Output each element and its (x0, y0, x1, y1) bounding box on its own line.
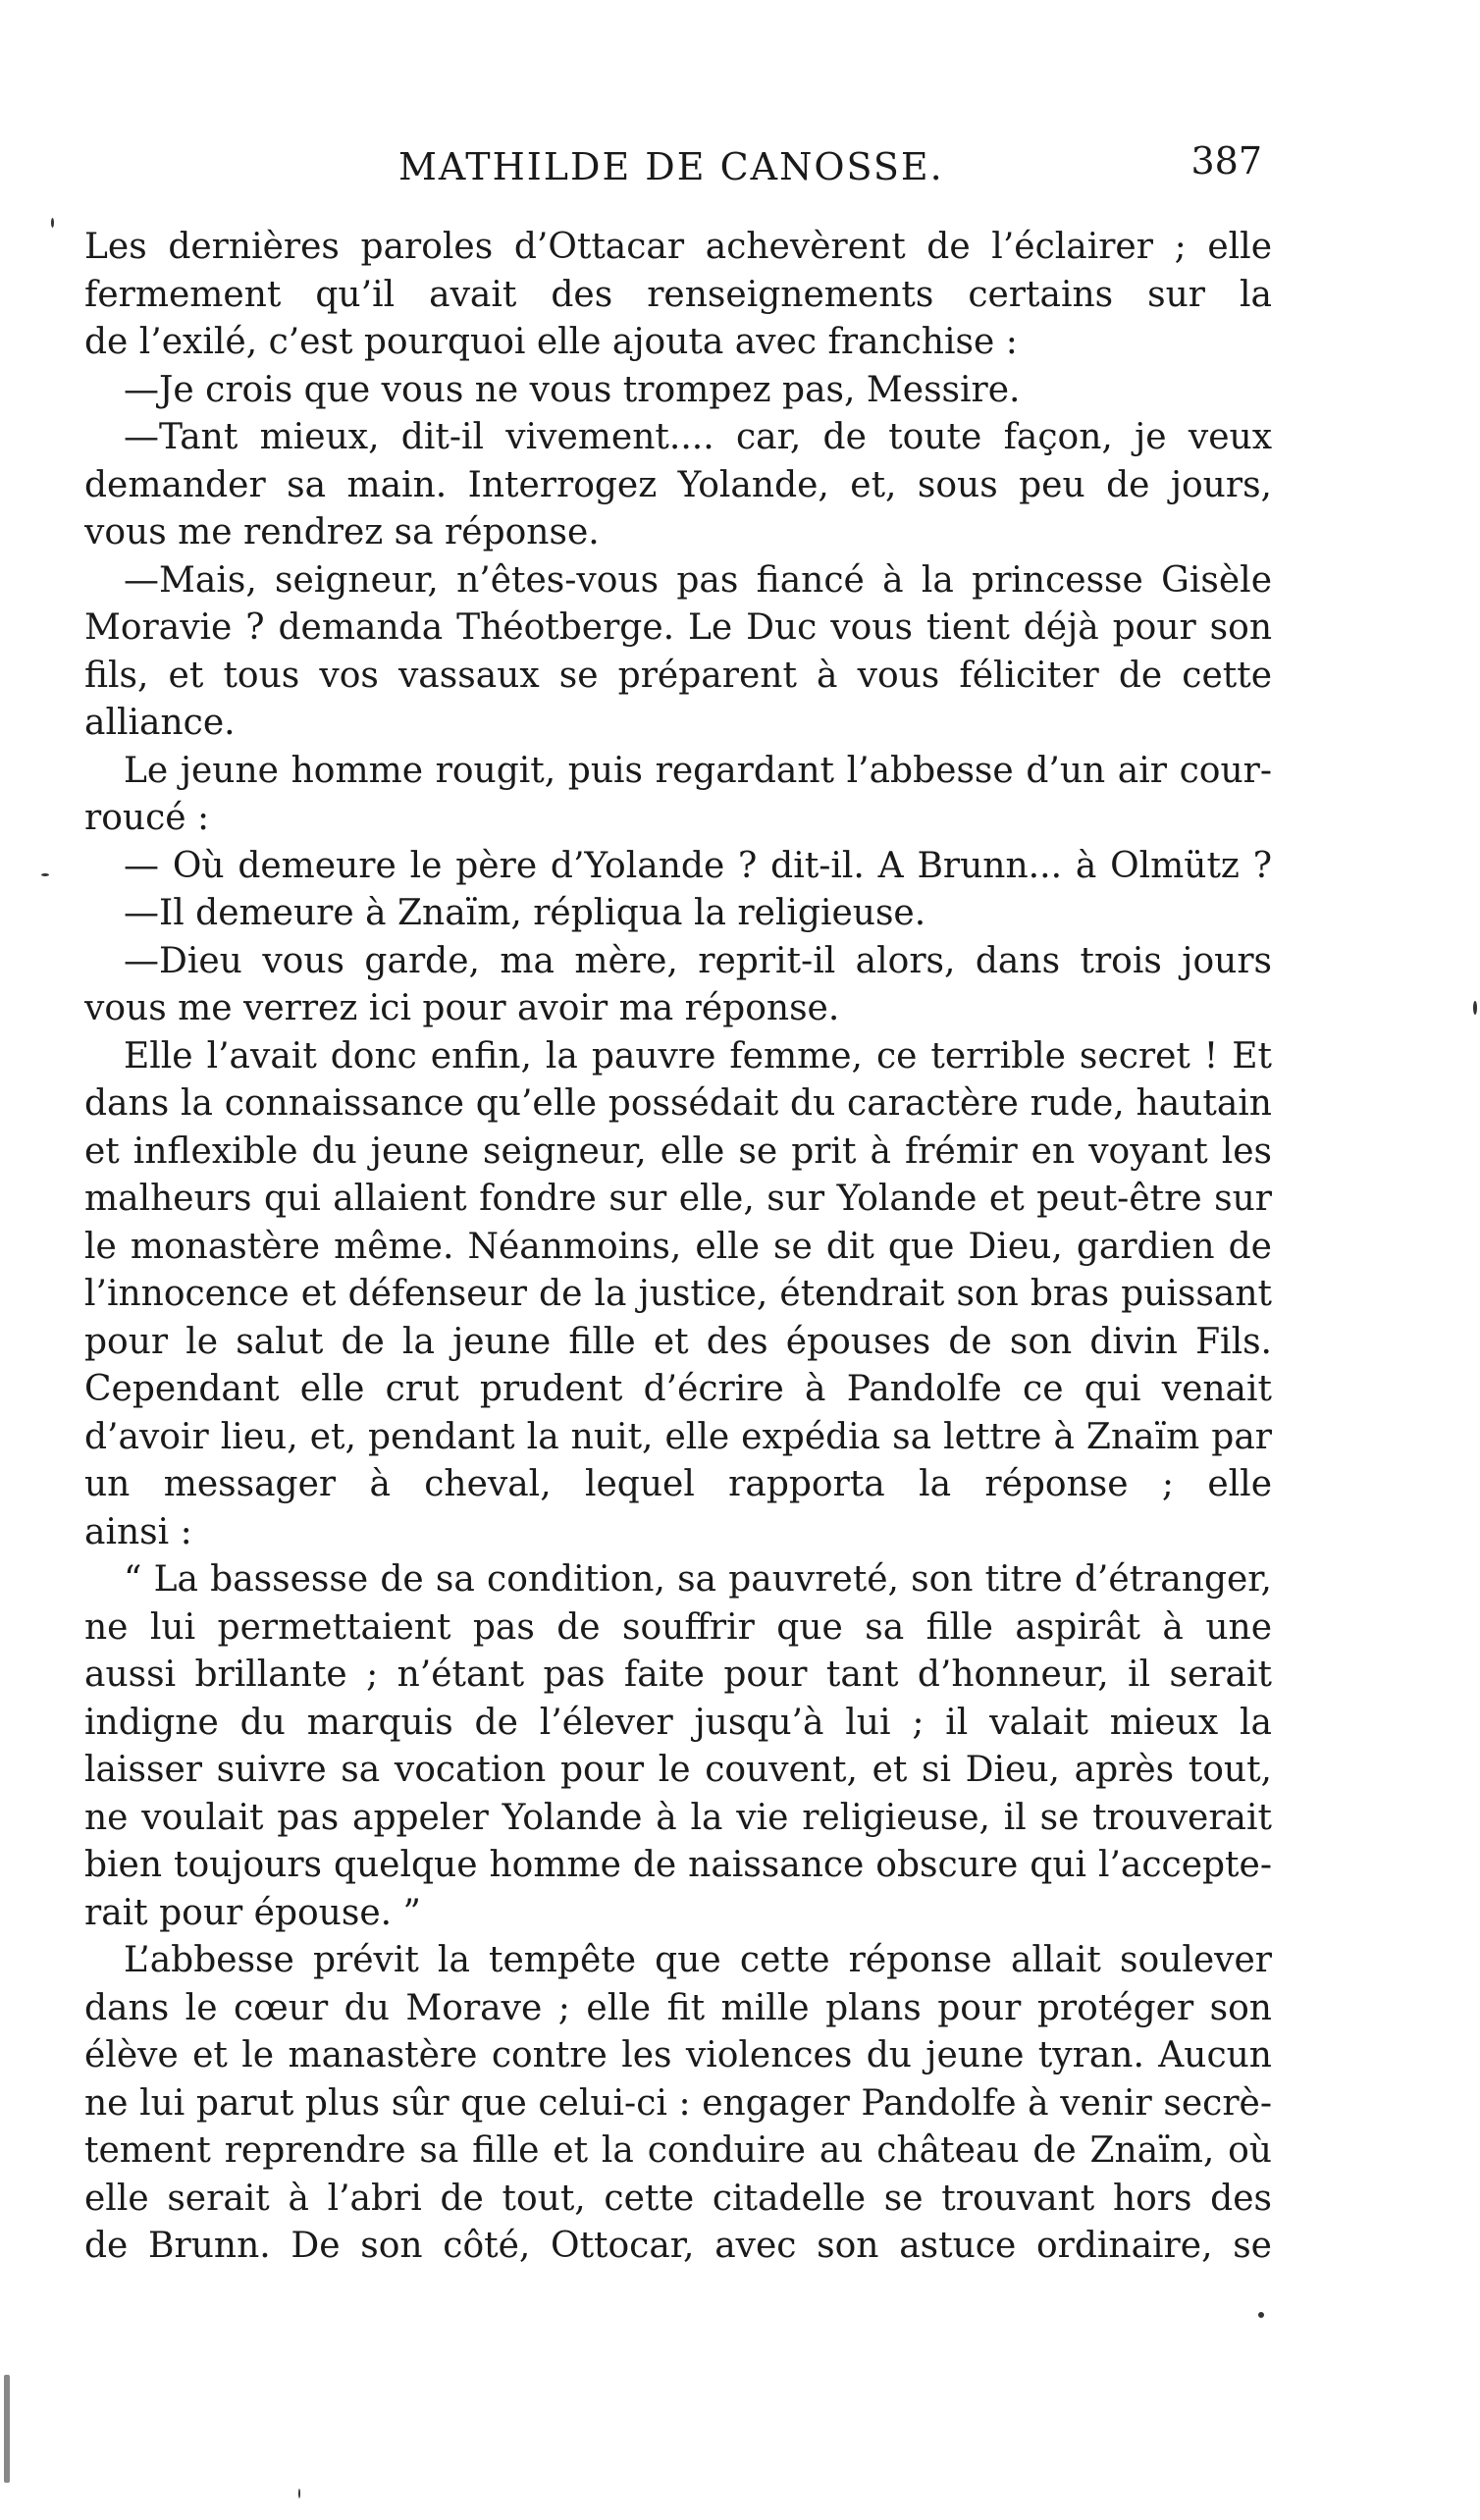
text-line: fermement qu’il avait des renseignements certains sur la (84, 274, 1272, 315)
text-line: vous me verrez ici pour avoir ma réponse. (84, 988, 840, 1028)
text-line: le monastère même. Néanmoins, elle se dit que Dieu, gardien de (84, 1226, 1272, 1267)
text-line: l’innocence et défenseur de la justice, étendrait son bras puissant (84, 1274, 1272, 1314)
text-line: vous me rendrez sa réponse. (84, 512, 600, 552)
text-line: de l’exilé, c’est pourquoi elle ajouta avec franchise : (84, 322, 1018, 362)
text-line: aussi brillante ; n’étant pas faite pour tant d’honneur, il serait (84, 1654, 1272, 1695)
text-line: tement reprendre sa fille et la conduire au château de Znaïm, où (84, 2130, 1272, 2171)
text-line: d’avoir lieu, et, pendant la nuit, elle expédia sa lettre à Znaïm par (84, 1416, 1272, 1457)
text-line: Cependant elle crut prudent d’écrire à Pandolfe ce qui venait (84, 1369, 1272, 1409)
text-line: Le jeune homme rougit, puis regardant l’abbesse d’un air cour- (124, 750, 1272, 791)
text-line: dans la connaissance qu’elle possédait du caractère rude, hautain (84, 1083, 1272, 1124)
page-header (84, 139, 1262, 204)
running-title: MATHILDE DE CANOSSE. (398, 145, 944, 188)
speck (1473, 1001, 1477, 1015)
text-line: ne lui parut plus sûr que celui-ci : engager Pandolfe à venir secrè- (84, 2082, 1272, 2124)
text-line: ne voulait pas appeler Yolande à la vie religieuse, il se trouverait (84, 1797, 1272, 1838)
text-line: fils, et tous vos vassaux se préparent à vous féliciter de cette (84, 655, 1272, 696)
text-line: —Mais, seigneur, n’êtes-vous pas fiancé à la princesse Gisèle (124, 559, 1272, 601)
text-line: dans le cœur du Morave ; elle fit mille plans pour protéger son (84, 1987, 1272, 2028)
text-line: — Où demeure le père d’Yolande ? dit-il. A Brunn... à Olmütz ? (124, 845, 1272, 886)
text-line: “ La bassesse de sa condition, sa pauvreté, son titre d’étranger, (124, 1559, 1272, 1600)
text-line: rait pour épouse. ” (84, 1892, 421, 1933)
text-line: —Tant mieux, dit-il vivement.... car, de toute façon, je veux (124, 417, 1272, 457)
text-line: elle serait à l’abri de tout, cette citadelle se trouvant hors des (84, 2178, 1272, 2219)
text-line: Les dernières paroles d’Ottacar achevèrent de l’éclairer ; elle (84, 227, 1272, 267)
text-line: un messager à cheval, lequel rapporta la réponse ; elle (84, 1464, 1272, 1504)
text-line: —Il demeure à Znaïm, répliqua la religieuse. (124, 893, 926, 933)
text-line: Moravie ? demanda Théotberge. Le Duc vous tient déjà pour son (84, 607, 1272, 648)
text-line: de Brunn. De son côté, Ottocar, avec son astuce ordinaire, se (84, 2226, 1272, 2266)
body-text (84, 224, 1272, 2271)
speck (51, 218, 54, 228)
speck (41, 873, 49, 876)
speck (4, 2375, 10, 2483)
speck (1258, 2312, 1264, 2318)
text-line: L’abbesse prévit la tempête que cette réponse allait soulever (124, 1940, 1272, 1980)
text-line: alliance. (84, 703, 236, 743)
text-line: bien toujours quelque homme de naissance obscure qui l’accepte- (84, 1845, 1272, 1885)
text-line: laisser suivre sa vocation pour le couvent, et si Dieu, après tout, (84, 1750, 1272, 1790)
text-line: Elle l’avait donc enfin, la pauvre femme, ce terrible secret ! Et (124, 1035, 1272, 1076)
text-line: demander sa main. Interrogez Yolande, et, sous peu de jours, (84, 464, 1272, 505)
speck (298, 2489, 300, 2498)
text-line: —Je crois que vous ne vous trompez pas, Messire. (124, 369, 1021, 410)
text-line: indigne du marquis de l’élever jusqu’à lui ; il valait mieux la (84, 1702, 1272, 1743)
text-line: et inflexible du jeune seigneur, elle se prit à frémir en voyant les (84, 1130, 1272, 1172)
page-number: 387 (1190, 139, 1262, 183)
text-line: ne lui permettaient pas de souffrir que sa fille aspirât à une (84, 1606, 1272, 1648)
text-line: —Dieu vous garde, ma mère, reprit-il alors, dans trois jours (124, 940, 1272, 981)
text-line: roucé : (84, 798, 210, 838)
text-line: ainsi : (84, 1511, 192, 1552)
text-line: pour le salut de la jeune fille et des épouses de son divin Fils. (84, 1321, 1272, 1362)
text-line: malheurs qui allaient fondre sur elle, sur Yolande et peut-être sur (84, 1179, 1272, 1219)
text-line: élève et le manastère contre les violences du jeune tyran. Aucun (84, 2035, 1272, 2075)
